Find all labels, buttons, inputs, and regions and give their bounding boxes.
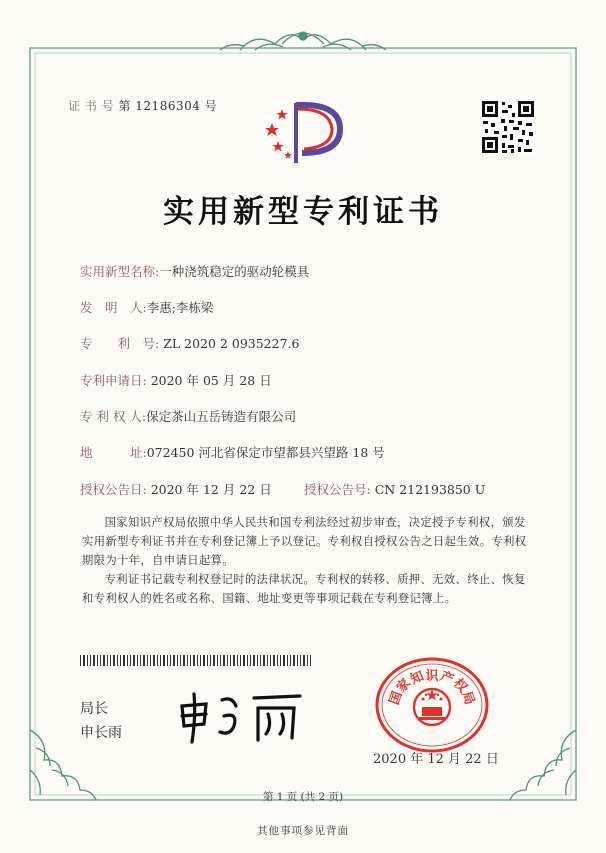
grant-date-value: 2020 年 12 月 22 日 bbox=[150, 482, 272, 497]
grant-date-label: 授权公告日: bbox=[80, 482, 147, 497]
utility-model-name-label: 实用新型名称: bbox=[80, 264, 160, 279]
utility-model-name-value: 一种浇筑稳定的驱动轮模具 bbox=[159, 264, 310, 279]
address bbox=[80, 443, 385, 461]
grant-number-label: 授权公告号: bbox=[304, 482, 371, 497]
certificate-number bbox=[68, 97, 217, 114]
filing-date bbox=[80, 371, 272, 389]
seal-char: 家 bbox=[394, 676, 415, 697]
seal-char: 知 bbox=[408, 669, 426, 689]
grant-number-value: CN 212193850 U bbox=[374, 482, 486, 497]
barcode-icon bbox=[80, 655, 312, 666]
seal-date: 2020 年 12 月 22 日 bbox=[373, 752, 499, 767]
legal-status-paragraph: 专利证书记载专利权登记时的法律状况。专利权的转移、质押、无效、终止、恢复和专利权人的姓名或名称、国籍、地址变更等事项记载在专利登记簿上。 bbox=[82, 573, 526, 605]
page-title: 实用新型专利证书 bbox=[163, 194, 443, 230]
director-title: 局长 bbox=[80, 701, 108, 717]
address-value: 072450 河北省保定市望都县兴望路 18 号 bbox=[146, 445, 385, 460]
patent-number-value: ZL 2020 2 0935227.6 bbox=[163, 336, 300, 351]
patent-office-logo-icon bbox=[258, 95, 348, 175]
patent-number bbox=[80, 334, 299, 352]
patent-number-label: 专 利 号: bbox=[80, 336, 160, 351]
inventor-value: 李惠;李栋梁 bbox=[146, 300, 214, 315]
utility-model-name bbox=[80, 262, 309, 280]
seal-char: 产 bbox=[438, 669, 456, 689]
address-label: 地 址: bbox=[80, 445, 147, 460]
director-signature bbox=[176, 686, 306, 746]
certificate-number-value: 第 12186304 号 bbox=[118, 99, 218, 113]
seal-char: 局 bbox=[458, 689, 477, 707]
grant-statement-paragraph: 国家知识产权局依照中华人民共和国专利法经过初步审查，决定授予专利权，颁发实用新型专利证书并在专利登记簿上予以登记。专利权自授权公告之日起生效。专利权期限为十年，自申请日起算。 bbox=[82, 516, 527, 567]
certificate-number-label: 证 书 号 bbox=[68, 99, 115, 113]
seal-char: 权 bbox=[449, 676, 470, 697]
grant-announcement-date bbox=[80, 480, 272, 498]
footer-note: 其他事项参见背面 bbox=[257, 825, 349, 837]
page-number: 第 1 页 (共 2 页) bbox=[262, 791, 344, 803]
seal-char: 国 bbox=[387, 689, 406, 707]
grant-announcement-number bbox=[304, 480, 485, 498]
inventor bbox=[80, 298, 213, 316]
qr-code-icon bbox=[480, 99, 536, 155]
seal-text bbox=[378, 660, 486, 750]
seal-char: 识 bbox=[425, 668, 439, 684]
patentee-label: 专 利 权 人: bbox=[80, 409, 147, 424]
filing-date-value: 2020 年 05 月 28 日 bbox=[150, 373, 272, 388]
director-name: 申长雨 bbox=[80, 725, 122, 741]
inventor-label: 发 明 人: bbox=[80, 300, 147, 315]
filing-date-label: 专利申请日: bbox=[80, 373, 147, 388]
patentee-value: 保定茶山五岳铸造有限公司 bbox=[146, 409, 297, 424]
patentee bbox=[80, 407, 296, 425]
